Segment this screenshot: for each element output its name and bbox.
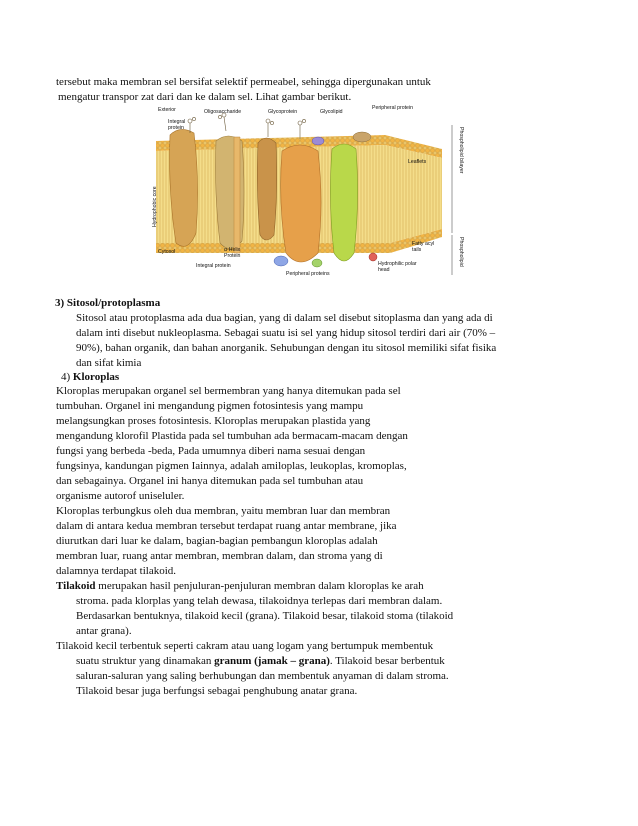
section-3-heading: 3) Sitosol/protoplasma — [55, 297, 161, 309]
section-3-line-2: dalam inti disebut nukleoplasma. Sebagai suatu isi sel yang hidup sitosol terdiri dari air (70% – — [76, 327, 496, 339]
cell-membrane-figure — [150, 103, 472, 279]
tilakoid-line-2: stroma. pada klorplas yang telah dewasa, tilakoidnya terlepas dari membran dalam. — [76, 595, 443, 607]
tilakoid-kecil-line: Tilakoid kecil terbentuk seperti cakram atau uang logam yang bertumpuk membentuk — [56, 640, 434, 652]
kloroplas-line-8: organisme autorof uniseluler. — [56, 490, 185, 502]
label-polar-head-1: Hydrophilic polar — [378, 261, 417, 267]
final-line-1: saluran-saluran yang saling berhubungan dan membentuk anyaman di dalam stroma. — [76, 670, 449, 682]
kloroplas-line-13: dalamnya terdapat tilakoid. — [56, 565, 177, 577]
label-fatty-acyl-2: tails — [412, 247, 422, 253]
kloroplas-line-10: dalam di antara kedua membran tersebut terdapat ruang antar membrane, jika — [56, 520, 397, 532]
tilakoid-line-1 — [56, 579, 424, 593]
intro-line-2: mengatur transpor zat dari dan ke dalam sel. Lihat gambar berikut. — [58, 91, 352, 103]
section-3-line-4: dan sifat kimia — [76, 357, 142, 369]
label-alpha-helix-2: Protein — [224, 253, 241, 259]
kloroplas-line-6: fungsinya, kandungan pigmen Iainnya, adalah amiloplas, leukoplas, kromoplas, — [56, 460, 407, 472]
kloroplas-line-9: Kloroplas terbungkus oleh dua membran, yaitu membran luar dan membran — [56, 505, 391, 517]
intro-line-1: tersebut maka membran sel bersifat selektif permeabel, sehingga dipergunakan untuk — [56, 76, 431, 88]
section-4-title: Kloroplas — [72, 371, 120, 383]
label-polar-head-2: head — [378, 267, 390, 273]
kloroplas-line-12: membran luar, ruang antar membran, membran dalam, dan stroma yang di — [56, 550, 383, 562]
kloroplas-line-1: Kloroplas merupakan organel sel bermembran yang hanya ditemukan pada sel — [56, 385, 401, 397]
kloroplas-line-3: melangsungkan proses fotosintesis. Kloroplas merupakan plastida yang — [56, 415, 371, 427]
tilakoid-term: Tilakoid — [56, 580, 96, 592]
integral-protein-green — [330, 144, 357, 261]
peripheral-protein-purple — [312, 137, 324, 145]
label-leaflets: Leaflets — [408, 159, 427, 165]
label-hydrophobic-core: Hydrophobic core — [152, 186, 158, 227]
section-4-heading — [61, 370, 119, 384]
kloroplas-line-7: dan sebagainya. Organel ini hanya ditemukan pada sel tumbuhan atau — [56, 475, 364, 487]
label-integral-bottom: Integral protein — [196, 263, 231, 269]
section-3-line-1: Sitosol atau protoplasma ada dua bagian, yang di dalam sel disebut sitoplasma dan yang ada di — [76, 312, 493, 324]
kloroplas-line-11: diurutkan dari luar ke dalam, bagian-bagian pembangun kloroplas adalah — [56, 535, 378, 547]
granum-term: granum (jamak – grana) — [214, 655, 330, 667]
kloroplas-line-2: tumbuhan. Organel ini mengandung pigmen fotosintesis yang mampu — [56, 400, 364, 412]
integral-protein-brown — [257, 138, 276, 240]
granum-post: . Tilakoid besar berbentuk — [329, 655, 445, 667]
label-integral-1: Integral — [168, 119, 186, 125]
integral-protein-orange — [170, 129, 198, 246]
kloroplas-line-5: fungsi yang berbeda -beda, Pada umumnya diberi nama sesuai dengan — [56, 445, 366, 457]
granum-line — [76, 654, 445, 668]
label-alpha-helix-1: α-Helix — [224, 247, 241, 253]
label-exterior: Exterior — [158, 107, 176, 113]
label-phospholipid-bilayer: Phospholipid bilayer — [458, 127, 464, 174]
label-phospholipid-right: Phospholipid — [458, 237, 464, 267]
peripheral-protein-blue — [274, 256, 288, 266]
tilakoid-line-3: Berdasarkan bentuknya, tilakoid kecil (grana). Tilakoid besar, tilakoid stoma (tilakoid — [76, 610, 454, 622]
kloroplas-line-4: mengandung klorofil Plastida pada sel tumbuhan ada bermacam-macam dengan — [56, 430, 408, 442]
label-oligosaccharide: Oligosaccharide — [204, 109, 242, 115]
label-glycoprotein: Glycoprotein — [268, 109, 298, 115]
label-fatty-acyl-1: Fatty acyl — [412, 241, 435, 247]
granum-pre: suatu struktur yang dinamakan — [76, 655, 215, 667]
label-integral-2: protein — [168, 125, 184, 131]
alpha-helix-protein — [234, 137, 240, 253]
peripheral-protein-red — [369, 253, 377, 261]
label-peripheral-proteins: Peripheral proteins — [286, 271, 330, 277]
tilakoid-line-4: antar grana). — [76, 625, 132, 637]
integral-protein-large — [281, 145, 321, 262]
peripheral-protein-green — [312, 259, 322, 267]
section-3-line-3: 90%), bahan organik, dan bahan anorganik. Sehubungan dengan itu sitosol memiliki sifat fisika — [76, 342, 497, 354]
peripheral-protein-top — [353, 132, 371, 142]
label-peripheral-protein: Peripheral protein — [372, 105, 413, 111]
final-line-2: Tilakoid besar juga berfungsi sebagai penghubung anatar grana. — [76, 685, 358, 697]
tilakoid-def: merupakan hasil penjuluran-penjuluran membran dalam kloroplas ke arah — [95, 580, 424, 592]
section-4-number: 4) — [61, 371, 71, 383]
label-glycolipid: Glycolipid — [320, 109, 343, 115]
label-cytosol: Cytosol — [158, 249, 176, 255]
